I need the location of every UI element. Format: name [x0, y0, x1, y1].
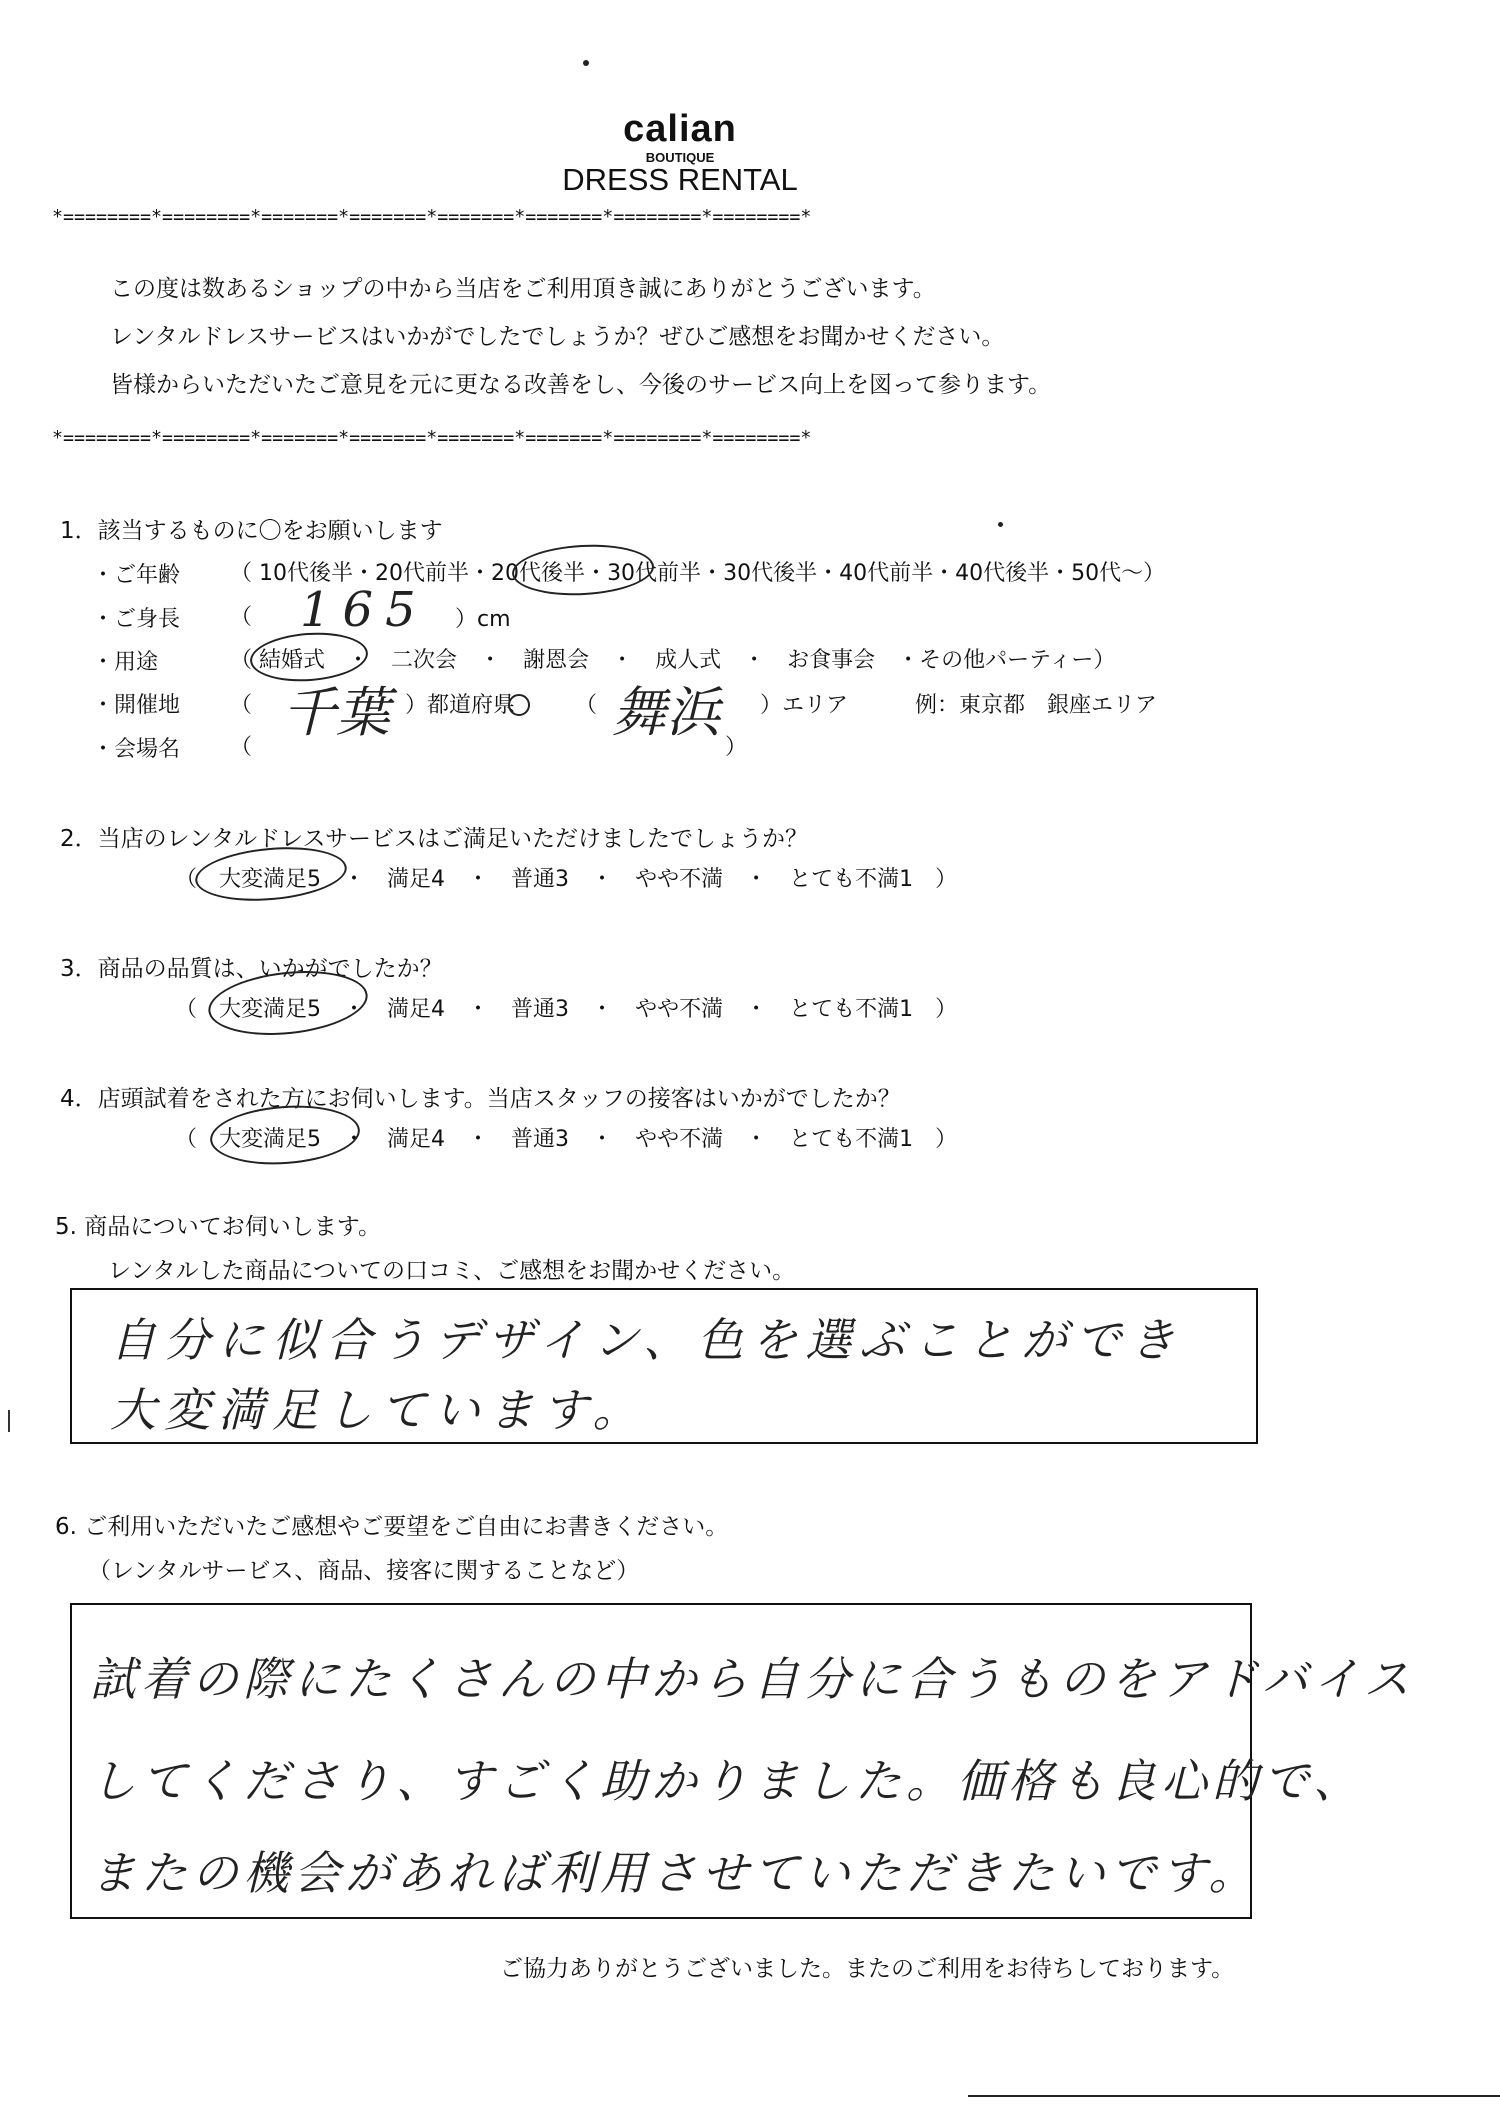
rating-option[interactable]: 満足4 — [387, 1127, 446, 1152]
intro-line: 皆様からいただいたご意見を元に更なる改善をし、今後のサービス向上を図って参ります。 — [110, 372, 1052, 398]
q6-answer-box — [70, 1603, 1415, 1919]
rating-option[interactable]: 普通3 — [511, 867, 570, 892]
rating-option-selected[interactable]: 大変満足5 — [219, 1127, 322, 1152]
divider-top: *========*========*=======*=======*=======*=======*========*========* — [52, 207, 812, 228]
hall-open: （ — [230, 735, 253, 760]
age-label: ・ご年齢 — [92, 563, 181, 588]
q6-subtitle: （レンタルサービス、商品、接客に関することなど） — [88, 1558, 640, 1584]
rating-option[interactable]: やや不満 — [635, 1127, 724, 1152]
venue-area-suffix: ）エリア — [760, 693, 849, 718]
rating-option[interactable]: 満足4 — [387, 997, 446, 1022]
age-open: （ — [230, 561, 253, 586]
purpose-option-selected[interactable]: 結婚式 — [259, 648, 326, 673]
q5-answer-line: 大変満足しています。 — [110, 1383, 647, 1437]
age-selection-circle — [511, 541, 655, 598]
age-option[interactable]: 50代～ — [1071, 561, 1144, 586]
brand-sub: BOUTIQUE — [645, 150, 715, 165]
age-option[interactable]: 30代前半 — [607, 561, 702, 586]
age-option[interactable]: 40代後半 — [955, 561, 1050, 586]
q6-title: 6. ご利用いただいたご感想やご要望をご自由にお書きください。 — [55, 1514, 729, 1540]
intro-line: レンタルドレスサービスはいかがでしたでしょうか？ぜひご感想をお聞かせください。 — [110, 324, 1005, 350]
rating-option[interactable]: 普通3 — [511, 997, 570, 1022]
purpose-option[interactable]: 成人式 — [655, 648, 722, 673]
q4-title: 4．店頭試着をされた方にお伺いします。当店スタッフの接客はいかがでしたか？ — [60, 1086, 901, 1112]
venue-label: ・開催地 — [92, 693, 181, 718]
purpose-option[interactable]: 二次会 — [391, 648, 458, 673]
purpose-option[interactable]: その他パーティー — [919, 648, 1094, 673]
rating-option[interactable]: 普通3 — [511, 1127, 570, 1152]
rating-option[interactable]: とても不満1 — [789, 867, 914, 892]
q5-subtitle: レンタルした商品についての口コミ、ご感想をお聞かせください。 — [108, 1258, 796, 1284]
age-close: ） — [1143, 561, 1166, 586]
age-option[interactable]: 10代後半 — [259, 561, 354, 586]
q5-title: 5. 商品についてお伺いします。 — [55, 1214, 381, 1240]
age-option[interactable]: 20代前半 — [375, 561, 470, 586]
purpose-open: （ — [230, 648, 253, 673]
q5-answer-line: 自分に似合うデザイン、色を選ぶことができ — [110, 1313, 1184, 1367]
age-options: （ 10代後半・20代前半・20代後半・30代前半・30代後半・40代前半・40代後半・50代～） — [230, 561, 1166, 586]
q3-title: 3．商品の品質は、いかがでしたか？ — [60, 956, 443, 982]
rating-option[interactable]: やや不満 — [635, 997, 724, 1022]
document-title: DRESS RENTAL — [562, 162, 798, 197]
q2-options: （ 大変満足5 ・ 満足4 ・ 普通3 ・ やや不満 ・ とても不満1 ） — [175, 867, 958, 892]
q4-options: （ 大変満足5 ・ 満足4 ・ 普通3 ・ やや不満 ・ とても不満1 ） — [175, 1127, 958, 1152]
age-option[interactable]: 40代前半 — [839, 561, 934, 586]
speck — [998, 522, 1003, 527]
height-unit: ）cm — [455, 607, 511, 632]
speck — [583, 60, 589, 66]
purpose-option[interactable]: お食事会 — [787, 648, 876, 673]
q6-answer-line: してくださり、すごく助かりました。価格も良心的で、 — [90, 1754, 1365, 1808]
rating-option[interactable]: とても不満1 — [789, 997, 914, 1022]
q2-title: 2．当店のレンタルドレスサービスはご満足いただけましたでしょうか？ — [60, 826, 808, 852]
venue-pref-value[interactable]: 千葉 — [282, 681, 390, 744]
brand-logo: calian — [623, 108, 737, 150]
q3-options: （ 大変満足5 ・ 満足4 ・ 普通3 ・ やや不満 ・ とても不満1 ） — [175, 997, 958, 1022]
purpose-options: （ 結婚式 ・ 二次会 ・ 謝恩会 ・ 成人式 ・ お食事会 ・その他パーティー） — [230, 648, 1116, 673]
hall-close: ） — [725, 735, 748, 760]
hall-label: ・会場名 — [92, 737, 181, 762]
divider-bottom: *========*========*=======*=======*=======*=======*========*========* — [52, 428, 812, 449]
q6-answer-line: またの機会があれば利用させていただきたいです。 — [90, 1846, 1260, 1900]
purpose-close: ） — [1093, 648, 1116, 673]
rating-option[interactable]: やや不満 — [635, 867, 724, 892]
intro-line: この度は数あるショップの中から当店をご利用頂き誠にありがとうございます。 — [110, 276, 936, 302]
venue-pref-suffix: ）都道府県 — [405, 693, 516, 718]
height-value[interactable]: 165 — [300, 582, 428, 638]
rating-option-selected[interactable]: 大変満足5 — [219, 997, 322, 1022]
venue-area-value[interactable]: 舞浜 — [612, 681, 720, 744]
q6-answer-line: 試着の際にたくさんの中から自分に合うものをアドバイス — [90, 1652, 1415, 1706]
age-option[interactable]: 30代後半 — [723, 561, 818, 586]
venue-open: （ — [230, 693, 253, 718]
height-label: ・ご身長 — [92, 607, 181, 632]
prefecture-mark — [508, 694, 530, 716]
rating-option-selected[interactable]: 大変満足5 — [219, 867, 322, 892]
venue-area-open: （ — [575, 693, 598, 718]
intro-text — [110, 272, 1051, 402]
purpose-label: ・用途 — [92, 650, 159, 675]
rating-option[interactable]: 満足4 — [387, 867, 446, 892]
footer-message: ご協力ありがとうございました。またのご利用をお待ちしております。 — [500, 1956, 1235, 1982]
age-option-selected[interactable]: 20代後半 — [491, 561, 586, 586]
footer-line — [968, 2095, 1500, 2097]
height-open: （ — [230, 605, 253, 630]
purpose-option[interactable]: 謝恩会 — [523, 648, 590, 673]
margin-mark — [8, 1410, 10, 1432]
q1-title: 1．該当するものに〇をお願いします — [60, 518, 443, 544]
venue-example: 例：東京都 銀座エリア — [915, 693, 1158, 718]
q5-answer-box — [70, 1288, 1258, 1444]
rating-option[interactable]: とても不満1 — [789, 1127, 914, 1152]
